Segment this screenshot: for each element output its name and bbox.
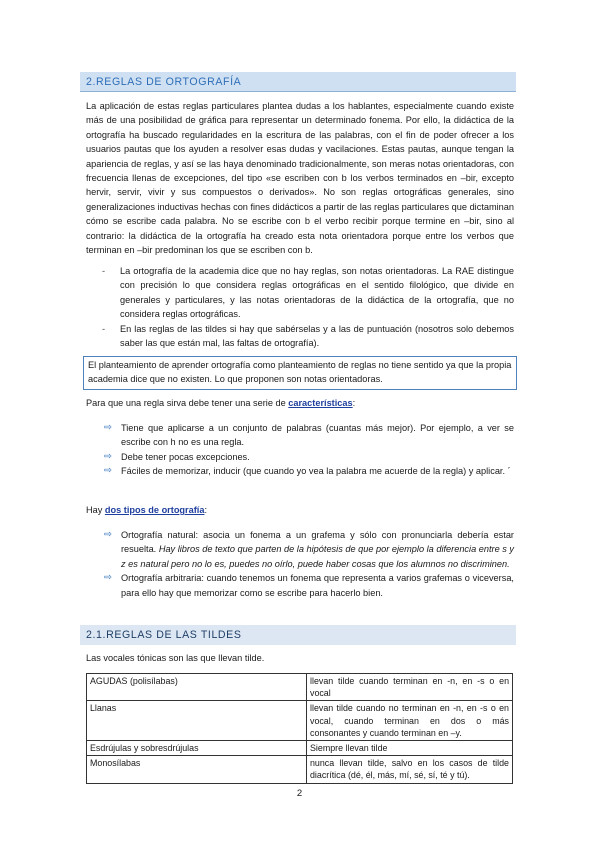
page-number: 2 bbox=[296, 788, 303, 799]
dash-bullet: - bbox=[102, 266, 106, 276]
types-list bbox=[104, 528, 514, 600]
dash-bullet: - bbox=[102, 323, 106, 334]
list-item bbox=[104, 528, 514, 571]
list-item-text: La ortografía de la academia dice que no hay reglas, son notas orientadoras. La RAE distingue con precisión lo que considera reglas ortográficas en el sentido filológico, que divide en generales y particulares, y las notas orientadoras de la didáctica de la ortografía, que no considera reglas ortográficas. bbox=[120, 266, 514, 320]
table-row bbox=[87, 701, 513, 741]
list-item bbox=[104, 464, 514, 478]
intro-paragraph: La aplicación de estas reglas particulares plantea dudas a los hablantes, especialmente cuando existe más de una posibilidad de gráfica para representar un determinado fonema. Por ello, la didáctica de la ortografía ha buscado regularidades en la escritura de las palabras, con el fin de poder ofrecer a los usuarios pautas que los ayuden a resolver esas dudas y vacilaciones. Estas pautas, aunque tengan la apariencia de reglas, y así se las haya denominado tradicionalmente, son meras notas orientadoras, con frecuencia llenas de excepciones, del tipo «se escriben con b los verbos terminados en –bir, excepto hervir, servir, vivir y sus compuestos o derivados». No son reglas ortográficas generales, sino generalizaciones inductivas hechas con fines didácticos a partir de las reglas particulares que dictaminan cómo se escribe cada palabra. No se escribe con b el verbo recibir porque termine en –bir, sino al contrario: la didáctica de la ortografía ha creado esta nota orientadora porque entre los verbos que terminan en –bir predominan los que se escriben con b. bbox=[86, 101, 514, 256]
characteristics-intro-text: Para que una regla sirva debe tener una serie de bbox=[86, 398, 289, 408]
natural-type-text: Ortografía natural: asocia un fonema a un grafema y sólo con pronunciarla debería estar resuelta. bbox=[121, 530, 514, 555]
arrow-right-icon: ⇨ bbox=[104, 450, 112, 462]
types-intro-text: Hay bbox=[86, 505, 105, 515]
table-cell: llevan tilde cuando no terminan en -n, en -s o en vocal, cuando terminan en dos o más consonantes y cuando terminan en –y. bbox=[307, 701, 513, 741]
tonic-vowels-intro: Las vocales tónicas son las que llevan tilde. bbox=[86, 653, 265, 663]
list-item bbox=[104, 421, 514, 450]
types-colon: : bbox=[204, 505, 208, 515]
table-cell: Llanas bbox=[87, 701, 307, 741]
natural-type-note: Hay libros de texto que parten de la hipótesis de que por ejemplo la diferencia entre s y z es natural pero no lo es, puedes no oírlo, puede haber cosas que los alumnos no discriminen. bbox=[121, 544, 515, 569]
table-cell: Monosílabas bbox=[87, 756, 307, 783]
arrow-right-icon: ⇨ bbox=[104, 422, 112, 433]
table-cell: Siempre llevan tilde bbox=[307, 741, 513, 756]
characteristics-intro bbox=[86, 396, 355, 410]
list-item bbox=[102, 322, 514, 351]
boxed-note: El planteamiento de aprender ortografía como planteamiento de reglas no tiene sentido ya que la propia academia dice que no existen. Lo que proponen son notas orientadoras. bbox=[83, 356, 517, 390]
arrow-right-icon: ⇨ bbox=[104, 572, 112, 584]
list-item bbox=[104, 450, 514, 464]
list-item-text: En las reglas de las tildes si hay que sabérselas y a las de puntuación (nosotros solo debemos saber las que están mal, las faltas de ortografía). bbox=[120, 323, 514, 349]
table-cell: nunca llevan tilde, salvo en los casos de tilde diacrítica (dé, él, más, mí, sé, sí, té y tú). bbox=[307, 756, 513, 783]
list-item bbox=[104, 571, 514, 600]
list-item bbox=[102, 264, 514, 322]
table-row bbox=[87, 756, 513, 783]
characteristics-link[interactable]: características bbox=[288, 398, 353, 408]
list-item-text: Tiene que aplicarse a un conjunto de palabras (cuantas más mejor). Por ejemplo, a ver se escribe con h no es una regla. bbox=[121, 423, 514, 448]
table-cell: AGUDAS (polisílabas) bbox=[87, 674, 307, 701]
section-heading: 2.REGLAS DE ORTOGRAFÍA bbox=[80, 72, 516, 92]
types-link[interactable]: dos tipos de ortografía bbox=[104, 505, 205, 515]
table-cell: llevan tilde cuando terminan en -n, en -s o en vocal bbox=[307, 674, 513, 701]
arrow-right-icon: ⇨ bbox=[104, 465, 112, 477]
table-row bbox=[87, 741, 513, 756]
characteristics-colon: : bbox=[352, 398, 356, 408]
list-item-text: Fáciles de memorizar, inducir (que cuando yo vea la palabra me acuerde de la regla) y aplicar. ´ bbox=[121, 466, 511, 477]
arbitrary-type-text: Ortografía arbitraria: cuando tenemos un fonema que representa a varios grafemas o viceversa, para ello hay que memorizar como se escribe para hacerlo bien. bbox=[121, 573, 514, 598]
accent-rules-table bbox=[86, 673, 513, 784]
table-row bbox=[87, 674, 513, 701]
arrow-right-icon: ⇨ bbox=[104, 529, 112, 540]
table-cell: Esdrújulas y sobresdrújulas bbox=[87, 741, 307, 756]
list-item-text: Debe tener pocas excepciones. bbox=[121, 451, 250, 462]
characteristics-list bbox=[104, 421, 514, 479]
notes-list bbox=[102, 264, 514, 350]
types-intro bbox=[86, 503, 207, 517]
subsection-heading: 2.1.REGLAS DE LAS TILDES bbox=[80, 625, 516, 645]
